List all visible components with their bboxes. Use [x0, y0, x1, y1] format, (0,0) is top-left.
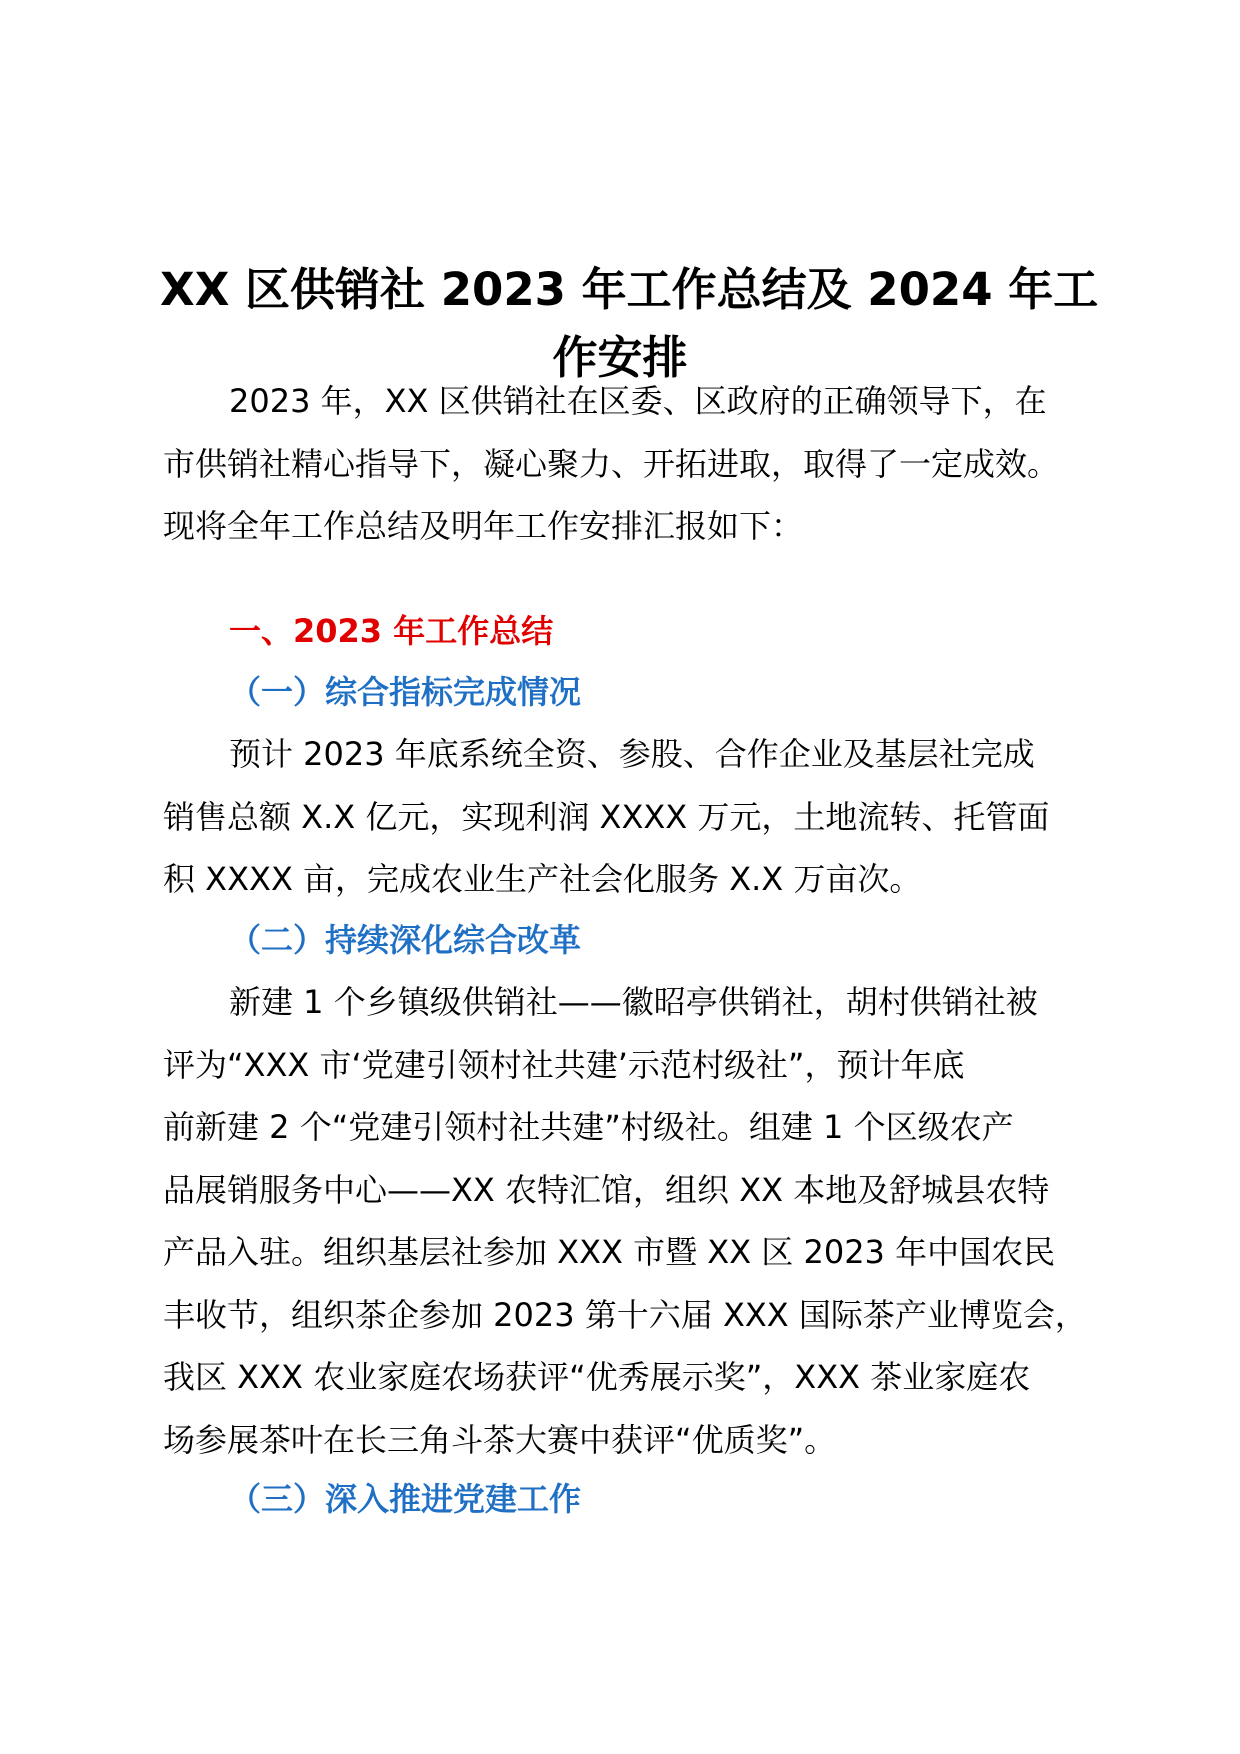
subsection-heading-2: （二）持续深化综合改革 — [229, 921, 582, 959]
subsection-heading-3: （三）深入推进党建工作 — [229, 1480, 582, 1518]
intro-line-1: 2023 年，XX 区供销社在区委、区政府的正确领导下，在 — [229, 382, 1047, 420]
sub2-line-3: 前新建 2 个“党建引领村社共建”村级社。组建 1 个区级农产 — [163, 1108, 1014, 1146]
sub2-line-8: 场参展茶叶在长三角斗茶大赛中获评“优质奖”。 — [163, 1420, 837, 1459]
subsection-1-paragraph — [163, 723, 1093, 911]
sub1-line-1: 预计 2023 年底系统全资、参股、合作企业及基层社完成 — [229, 735, 1035, 773]
subsection-heading-1: （一）综合指标完成情况 — [229, 673, 582, 711]
sub2-line-6: 丰收节，组织茶企参加 2023 第十六届 XXX 国际茶产业博览会， — [163, 1295, 1087, 1334]
subsection-2-paragraph — [163, 971, 1093, 1471]
section-heading-1: 一、2023 年工作总结 — [229, 612, 554, 650]
sub2-line-5: 产品入驻。组织基层社参加 XXX 市暨 XX 区 2023 年中国农民 — [163, 1233, 1056, 1271]
intro-line-2: 市供销社精心指导下，凝心聚力、开拓进取，取得了一定成效。 — [163, 444, 1060, 483]
sub1-line-2: 销售总额 X.X 亿元，实现利润 XXXX 万元，土地流转、托管面 — [163, 797, 1050, 836]
sub2-line-2: 评为“XXX 市‘党建引领村社共建’示范村级社”，预计年底 — [163, 1045, 965, 1084]
intro-line-3: 现将全年工作总结及明年工作安排汇报如下： — [163, 507, 804, 545]
title-line-2: 作安排 — [552, 331, 688, 384]
intro-paragraph — [163, 370, 1093, 558]
sub2-line-1: 新建 1 个乡镇级供销社——徽昭亭供销社，胡村供销社被 — [229, 983, 1038, 1021]
sub2-line-4: 品展销服务中心——XX 农特汇馆，组织 XX 本地及舒城县农特 — [163, 1170, 1050, 1209]
sub2-line-7: 我区 XXX 农业家庭农场获评“优秀展示奖”，XXX 茶业家庭农 — [163, 1358, 1031, 1396]
sub1-line-3: 积 XXXX 亩，完成农业生产社会化服务 X.X 万亩次。 — [163, 860, 922, 898]
title-line-1: XX 区供销社 2023 年工作总结及 2024 年工 — [160, 263, 1099, 316]
